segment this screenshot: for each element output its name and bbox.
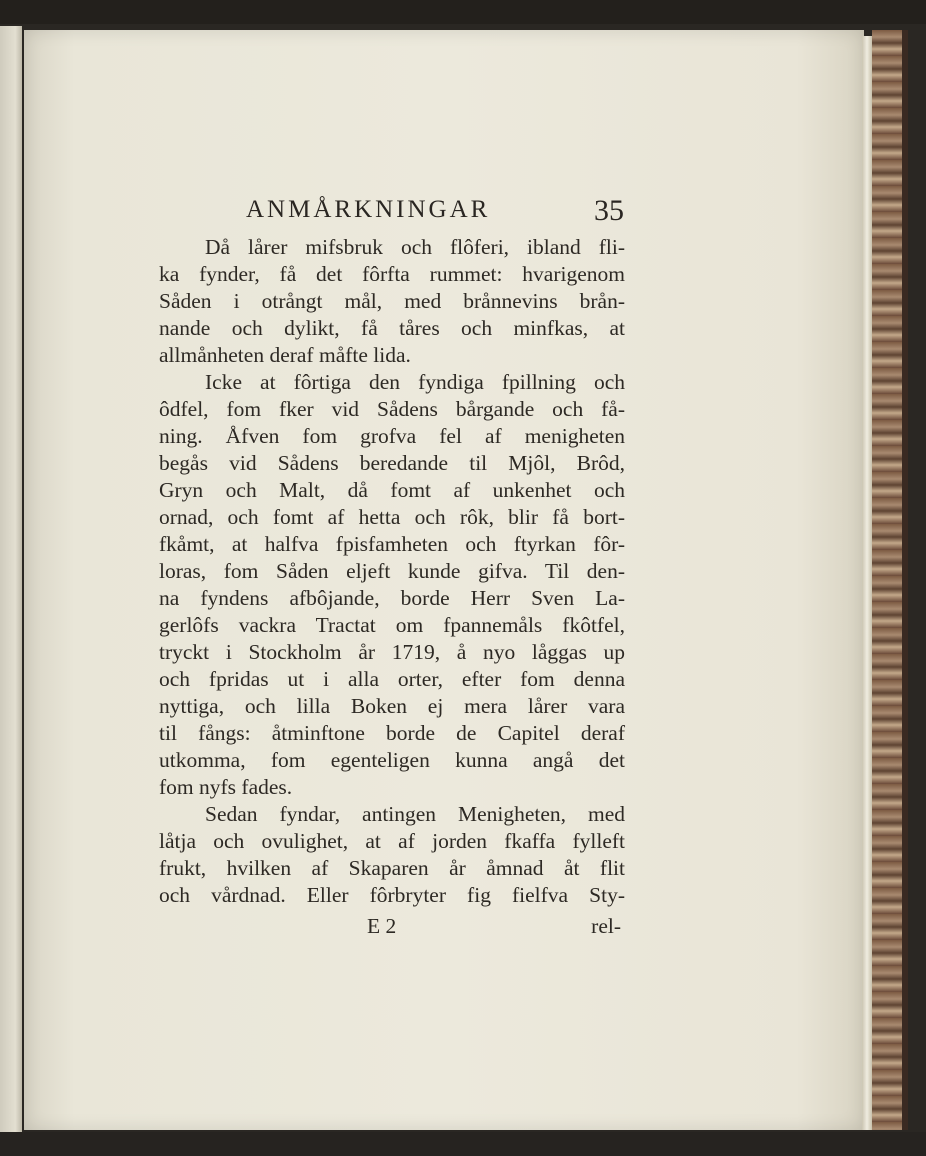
text-line (159, 558, 625, 585)
text-line (159, 261, 625, 288)
text-line (159, 234, 625, 261)
text-line-content: fom nyfs fades. (159, 775, 293, 799)
page-number: 35 (594, 194, 624, 227)
text-line-content: Sedan fyndar, antingen Menigheten, med (205, 802, 625, 826)
text-line (159, 747, 625, 774)
text-line (159, 828, 625, 855)
body-text (159, 234, 625, 909)
text-line-content: Icke at fôrtiga den fyndiga fpillning och (205, 370, 625, 394)
text-line (159, 477, 625, 504)
text-line-content: ornad, och fomt af hetta och rôk, blir få bort- (159, 505, 625, 529)
catchword: rel- (591, 914, 621, 938)
text-line-content: loras, fom Såden eljeft kunde gifva. Til den- (159, 559, 625, 583)
text-line (159, 585, 625, 612)
text-line (159, 531, 625, 558)
text-line (159, 423, 625, 450)
text-line (159, 342, 625, 369)
text-line (159, 450, 625, 477)
text-line-content: ôdfel, fom fker vid Sådens bårgande och få- (159, 397, 625, 421)
text-line-content: utkomma, fom egenteligen kunna angå det (159, 748, 625, 772)
text-line-content: allmånheten deraf måfte lida. (159, 343, 411, 367)
text-line-content: Såden i otrångt mål, med brånnevins brån- (159, 289, 625, 313)
text-line (159, 504, 625, 531)
text-line-content: låtja och ovulighet, at af jorden fkaffa fylleft (159, 829, 625, 853)
text-line-content: och vårdnad. Eller fôrbryter fig fielfva Sty- (159, 883, 625, 907)
text-line (159, 369, 625, 396)
text-line (159, 882, 625, 909)
signature-mark: E 2 (367, 914, 397, 938)
facing-page-edge (0, 26, 22, 1136)
text-line (159, 774, 625, 801)
text-line (159, 720, 625, 747)
text-line (159, 315, 625, 342)
text-line-content: frukt, hvilken af Skaparen år åmnad åt flit (159, 856, 625, 880)
text-line (159, 612, 625, 639)
page-fore-edge (862, 36, 872, 1130)
scan-background-bottom (0, 1132, 926, 1156)
text-line (159, 693, 625, 720)
text-line-content: ka fynder, få det fôrfta rummet: hvarigenom (159, 262, 625, 286)
text-line (159, 855, 625, 882)
text-line-content: Då lårer mifsbruk och flôferi, ibland fli- (205, 235, 625, 259)
scan-background-top (0, 0, 926, 24)
text-line-content: ning. Åfven fom grofva fel af menigheten (159, 424, 625, 448)
book-cover-edge (872, 30, 908, 1130)
running-head: ANMÅRKNINGAR (246, 196, 491, 223)
text-line-content: gerlôfs vackra Tractat om fpannemåls fkôtfel, (159, 613, 625, 637)
text-line-content: nande och dylikt, få tåres och minfkas, at (159, 316, 625, 340)
text-line-content: til fångs: åtminftone borde de Capitel deraf (159, 721, 625, 745)
text-line (159, 666, 625, 693)
page-header (160, 188, 630, 228)
page-footer (159, 914, 625, 944)
text-line (159, 288, 625, 315)
text-line (159, 639, 625, 666)
text-line (159, 801, 625, 828)
text-line-content: fkåmt, at halfva fpisfamheten och ftyrkan fôr- (159, 532, 625, 556)
text-line-content: och fpridas ut i alla orter, efter fom denna (159, 667, 625, 691)
text-line-content: tryckt i Stockholm år 1719, å nyo låggas up (159, 640, 625, 664)
text-line-content: nyttiga, och lilla Boken ej mera lårer vara (159, 694, 625, 718)
text-line-content: begås vid Sådens beredande til Mjôl, Brôd, (159, 451, 625, 475)
text-line-content: na fyndens afbôjande, borde Herr Sven La- (159, 586, 625, 610)
text-line-content: Gryn och Malt, då fomt af unkenhet och (159, 478, 625, 502)
text-line (159, 396, 625, 423)
